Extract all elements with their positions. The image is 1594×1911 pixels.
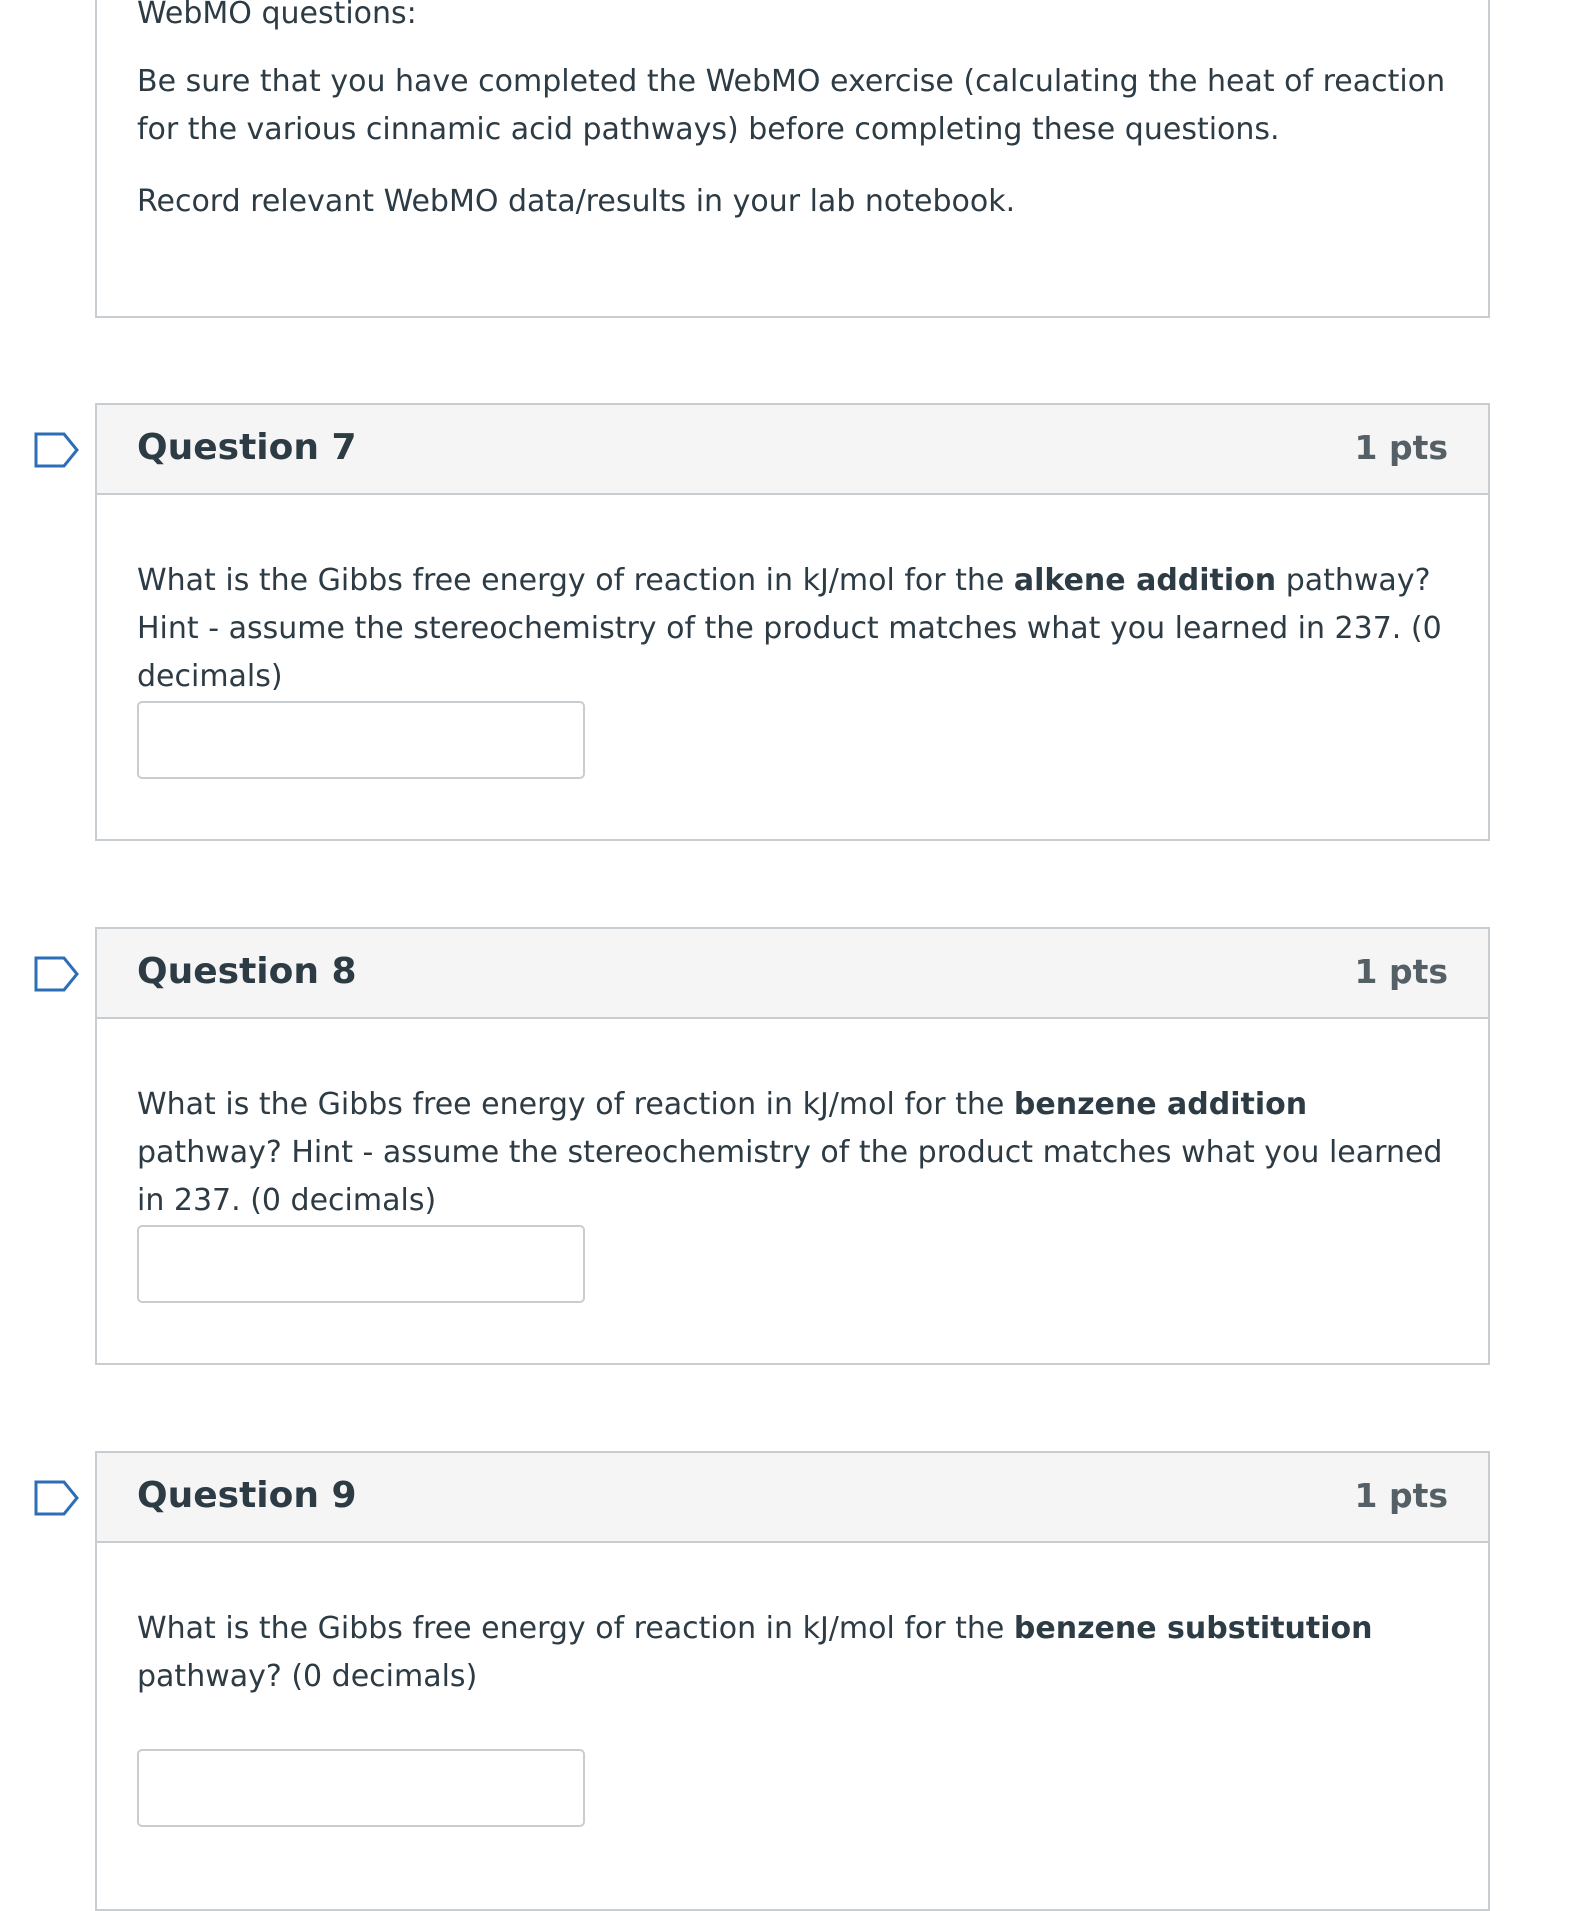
question-text-part: pathway? Hint - assume the stereochemistry of the product matches what you learned in 237. (0 decimals) bbox=[137, 563, 1442, 694]
question-9-card bbox=[95, 1451, 1490, 1911]
flag-question-icon[interactable] bbox=[34, 1480, 80, 1516]
intro-paragraph-2: Record relevant WebMO data/results in your lab notebook. bbox=[137, 184, 1016, 219]
question-text-part: pathway? Hint - assume the stereochemistry of the product matches what you learned in 237. (0 decimals) bbox=[137, 1135, 1443, 1218]
answer-input[interactable] bbox=[137, 701, 585, 779]
question-text-emphasis: benzene addition bbox=[1013, 1087, 1308, 1122]
question-text-part: What is the Gibbs free energy of reaction in kJ/mol for the bbox=[137, 563, 1014, 598]
intro-paragraph-1: Be sure that you have completed the WebMO exercise (calculating the heat of reaction for the various cinnamic acid pathways) before completing these questions. bbox=[137, 64, 1446, 147]
question-header bbox=[97, 405, 1488, 495]
question-text-part: What is the Gibbs free energy of reaction in kJ/mol for the bbox=[137, 1611, 1014, 1646]
question-text-part: What is the Gibbs free energy of reaction in kJ/mol for the bbox=[137, 1087, 1014, 1122]
answer-input[interactable] bbox=[137, 1749, 585, 1827]
question-points: 1 pts bbox=[1354, 1476, 1448, 1515]
question-header bbox=[97, 1453, 1488, 1543]
answer-input[interactable] bbox=[137, 1225, 585, 1303]
question-text bbox=[137, 1081, 1448, 1225]
question-text-emphasis: alkene addition bbox=[1013, 563, 1277, 598]
flag-question-icon[interactable] bbox=[34, 432, 80, 468]
question-title: Question 9 bbox=[137, 1475, 357, 1516]
question-title: Question 7 bbox=[137, 427, 357, 468]
question-8-card bbox=[95, 927, 1490, 1365]
question-7-card bbox=[95, 403, 1490, 841]
question-text-emphasis: benzene substitution bbox=[1013, 1611, 1373, 1646]
question-text bbox=[137, 557, 1448, 701]
question-title: Question 8 bbox=[137, 951, 357, 992]
question-header bbox=[97, 929, 1488, 1019]
flag-question-icon[interactable] bbox=[34, 956, 80, 992]
question-text-part: pathway? (0 decimals) bbox=[137, 1659, 478, 1694]
question-points: 1 pts bbox=[1354, 952, 1448, 991]
intro-heading: WebMO questions: bbox=[137, 0, 417, 31]
question-points: 1 pts bbox=[1354, 428, 1448, 467]
intro-text-block bbox=[95, 0, 1490, 318]
question-text bbox=[137, 1605, 1448, 1701]
